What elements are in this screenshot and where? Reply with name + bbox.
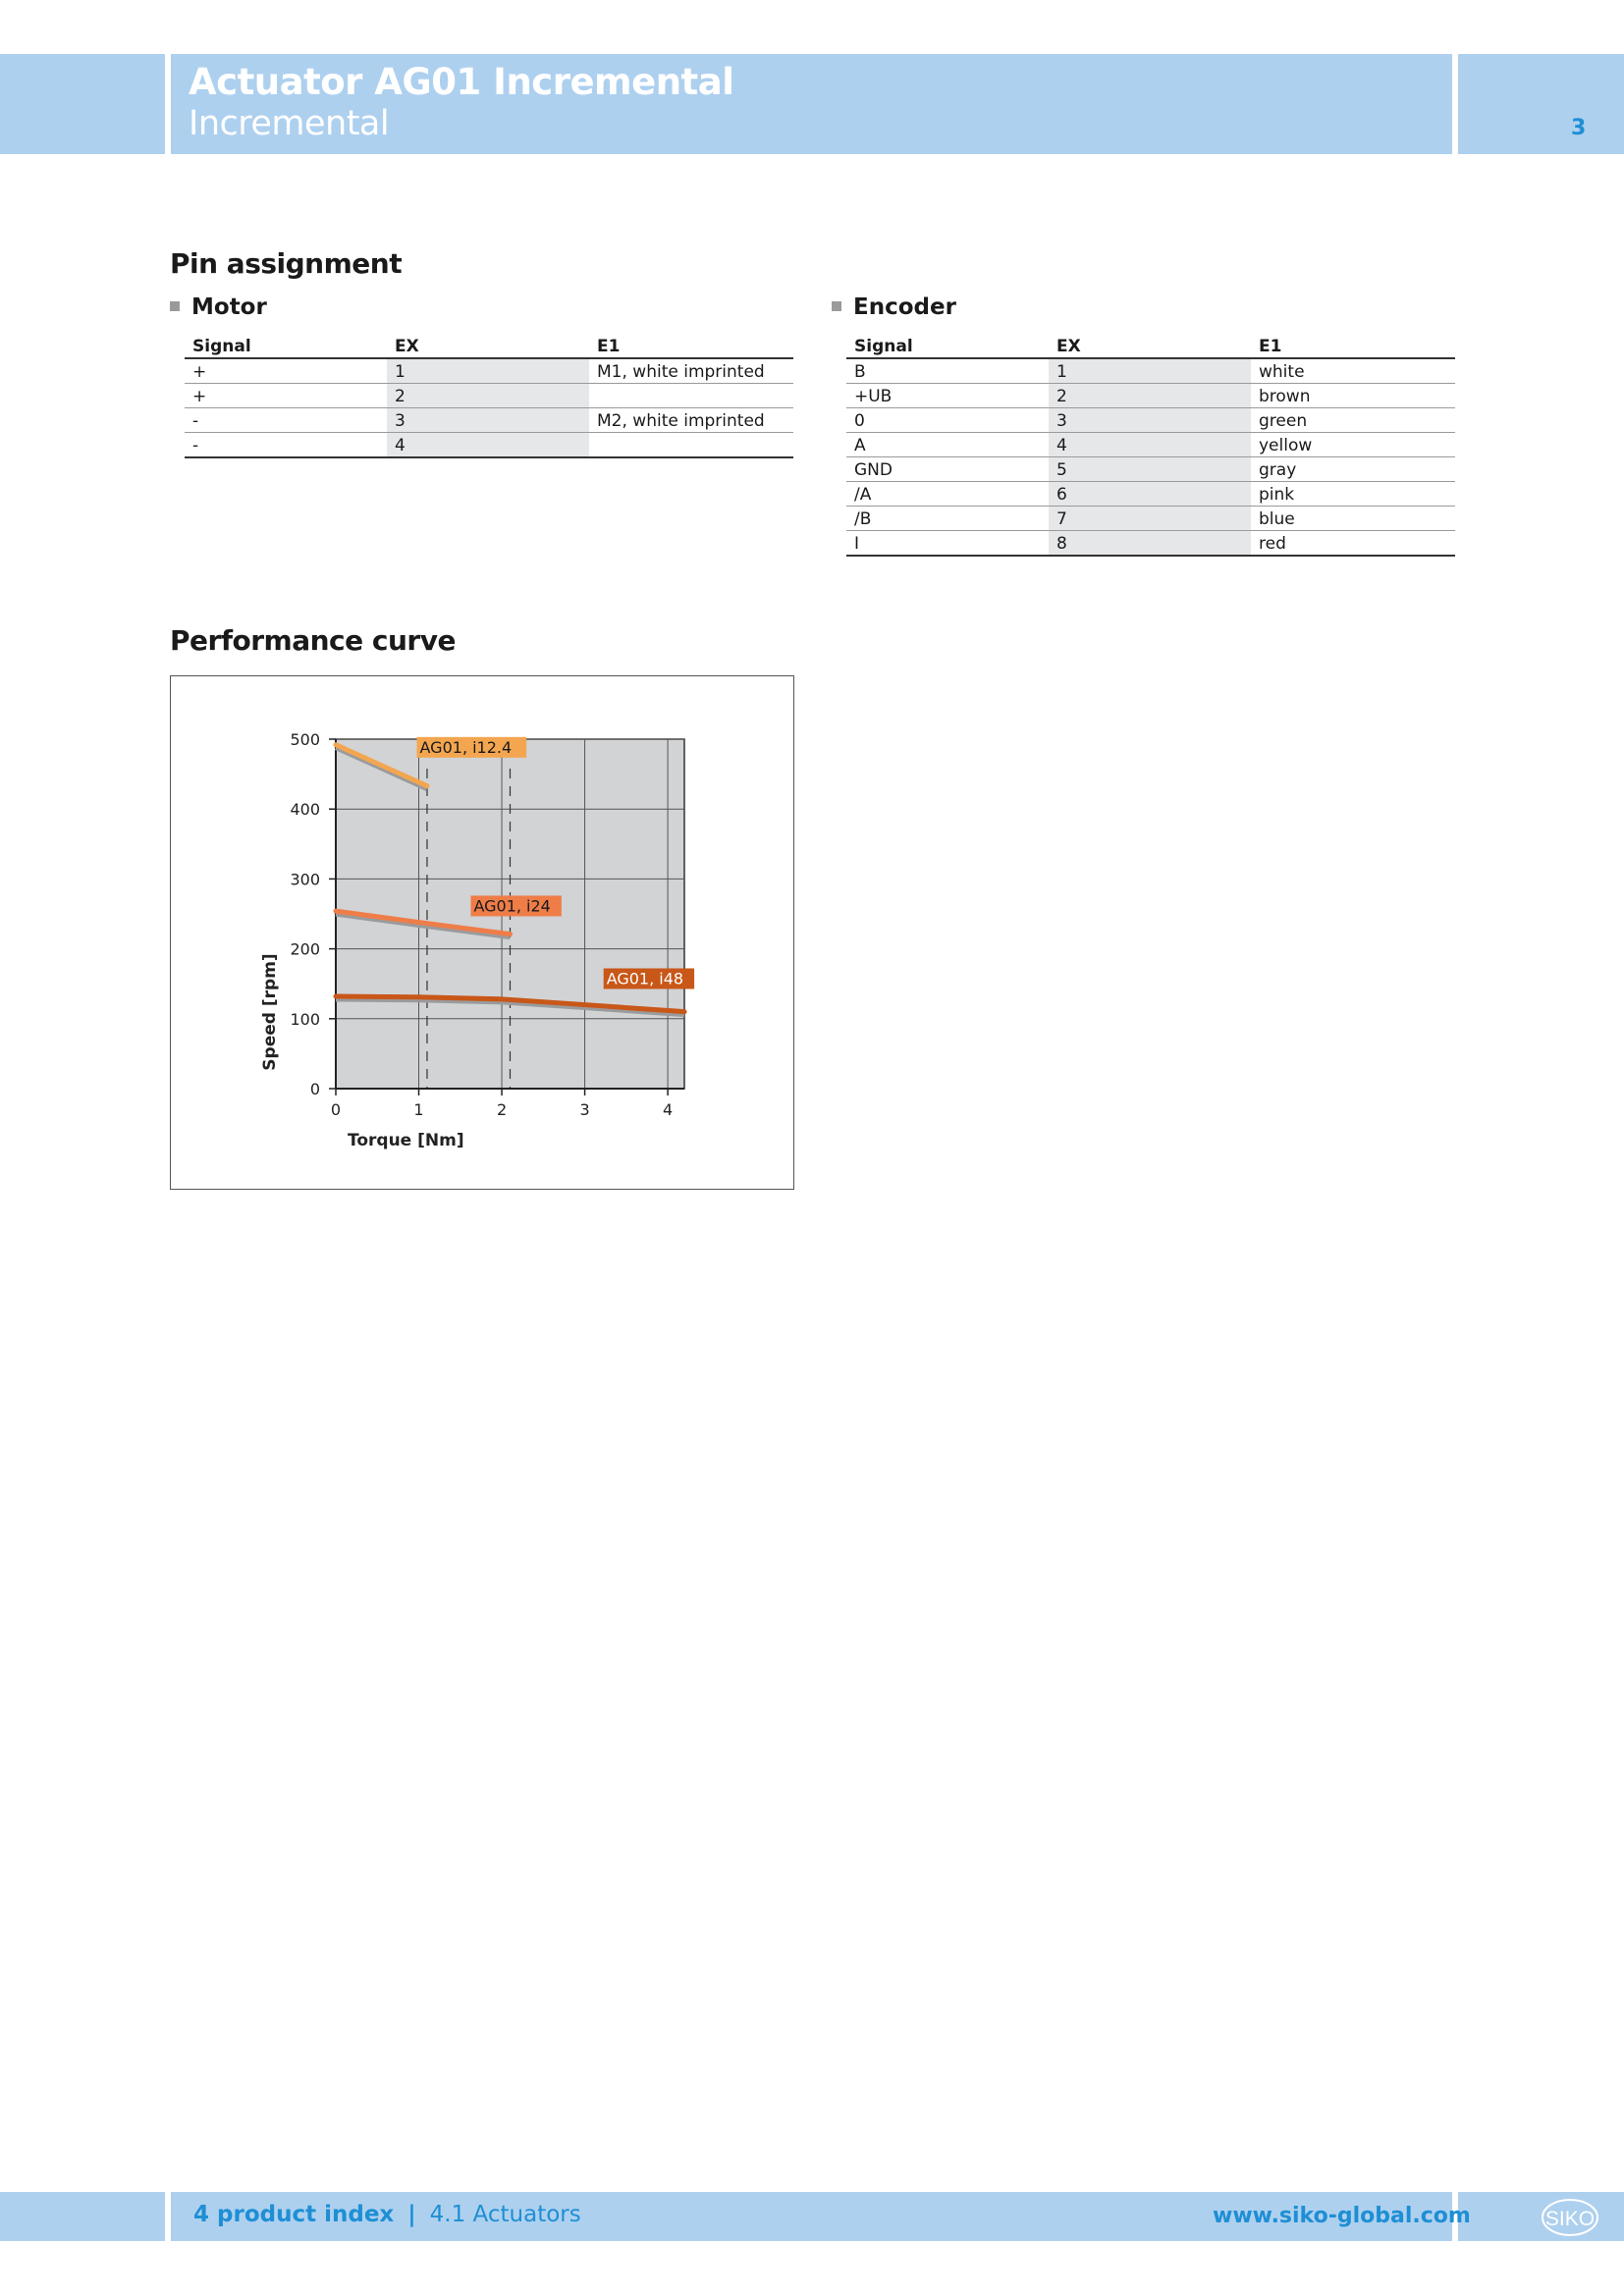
page-subtitle: Incremental	[189, 104, 390, 143]
series-label: AG01, i12.4	[419, 737, 513, 757]
e1-cell: green	[1251, 408, 1455, 433]
signal-cell: 0	[846, 408, 1049, 433]
x-tick-label: 1	[413, 1100, 424, 1119]
column-header: EX	[1049, 334, 1251, 358]
x-tick-label: 0	[330, 1100, 342, 1119]
ex-cell: 5	[1049, 457, 1251, 482]
column-header: EX	[387, 334, 589, 358]
motor-subheading	[170, 294, 267, 320]
signal-cell: A	[846, 433, 1049, 457]
column-header: E1	[1251, 334, 1455, 358]
y-tick-label: 100	[290, 1009, 320, 1029]
motor-pin-table	[185, 334, 793, 458]
y-tick-label: 300	[290, 870, 320, 889]
ex-cell: 2	[1049, 384, 1251, 408]
e1-cell: yellow	[1251, 433, 1455, 457]
signal-cell: /A	[846, 482, 1049, 507]
table-row	[846, 457, 1455, 482]
e1-cell: white	[1251, 358, 1455, 384]
series-label: AG01, i48	[606, 969, 684, 988]
x-tick-label: 2	[496, 1100, 508, 1119]
ex-cell: 6	[1049, 482, 1251, 507]
footer-url-link[interactable]: www.siko-global.com	[1213, 2204, 1471, 2228]
logo-text: SIKO	[1544, 2208, 1596, 2230]
encoder-label: Encoder	[853, 294, 956, 320]
e1-cell: blue	[1251, 507, 1455, 531]
signal-cell: B	[846, 358, 1049, 384]
bullet-square-icon	[170, 301, 180, 311]
e1-cell: gray	[1251, 457, 1455, 482]
signal-cell: -	[185, 408, 387, 433]
ex-cell: 1	[387, 358, 589, 384]
bullet-square-icon	[832, 301, 841, 311]
table-row	[846, 358, 1455, 384]
ex-cell: 2	[387, 384, 589, 408]
ex-cell: 3	[387, 408, 589, 433]
e1-cell: brown	[1251, 384, 1455, 408]
e1-cell: pink	[1251, 482, 1455, 507]
page-title: Actuator AG01 Incremental	[189, 61, 734, 103]
table-row	[846, 482, 1455, 507]
table-row	[846, 408, 1455, 433]
x-tick-label: 3	[579, 1100, 590, 1119]
page-number: 3	[1571, 116, 1587, 140]
encoder-subheading	[832, 294, 956, 320]
signal-cell: +UB	[846, 384, 1049, 408]
e1-cell	[589, 433, 793, 458]
performance-curve-heading: Performance curve	[170, 624, 456, 657]
y-tick-label: 400	[290, 800, 320, 820]
chart-svg	[171, 676, 793, 1189]
performance-chart	[170, 675, 794, 1190]
footer-breadcrumb	[193, 2202, 581, 2227]
ex-cell: 8	[1049, 531, 1251, 557]
ex-cell: 3	[1049, 408, 1251, 433]
signal-cell: GND	[846, 457, 1049, 482]
series-label: AG01, i24	[473, 896, 551, 916]
y-tick-label: 0	[309, 1080, 320, 1098]
signal-cell: -	[185, 433, 387, 458]
ex-cell: 7	[1049, 507, 1251, 531]
footer-subsection-link[interactable]: 4.1 Actuators	[429, 2202, 581, 2227]
signal-cell: I	[846, 531, 1049, 557]
table-row	[846, 507, 1455, 531]
table-row	[846, 433, 1455, 457]
signal-cell: +	[185, 358, 387, 384]
table-row	[846, 384, 1455, 408]
ex-cell: 4	[387, 433, 589, 458]
table-row	[185, 384, 793, 408]
header-band-right	[1458, 54, 1624, 154]
y-tick-label: 500	[290, 730, 320, 749]
table-row	[846, 531, 1455, 557]
table-row	[185, 408, 793, 433]
ex-cell: 4	[1049, 433, 1251, 457]
footer-section-link[interactable]: 4 product index	[193, 2202, 395, 2227]
column-header: Signal	[185, 334, 387, 358]
table-row	[185, 358, 793, 384]
y-tick-label: 200	[290, 939, 320, 959]
pin-assignment-heading: Pin assignment	[170, 247, 403, 280]
e1-cell: M2, white imprinted	[589, 408, 793, 433]
header-band-left	[0, 54, 165, 154]
y-axis-label: Speed [rpm]	[260, 953, 280, 1071]
signal-cell: /B	[846, 507, 1049, 531]
column-header: E1	[589, 334, 793, 358]
table-row	[185, 433, 793, 458]
footer-band-left	[0, 2192, 165, 2241]
x-tick-label: 4	[663, 1100, 674, 1119]
motor-label: Motor	[191, 294, 267, 320]
footer-separator: |	[407, 2202, 416, 2227]
signal-cell: +	[185, 384, 387, 408]
siko-logo	[1540, 2197, 1600, 2238]
e1-cell: M1, white imprinted	[589, 358, 793, 384]
x-axis-label: Torque [Nm]	[348, 1131, 464, 1150]
encoder-pin-table	[846, 334, 1455, 557]
e1-cell	[589, 384, 793, 408]
e1-cell: red	[1251, 531, 1455, 557]
column-header: Signal	[846, 334, 1049, 358]
ex-cell: 1	[1049, 358, 1251, 384]
